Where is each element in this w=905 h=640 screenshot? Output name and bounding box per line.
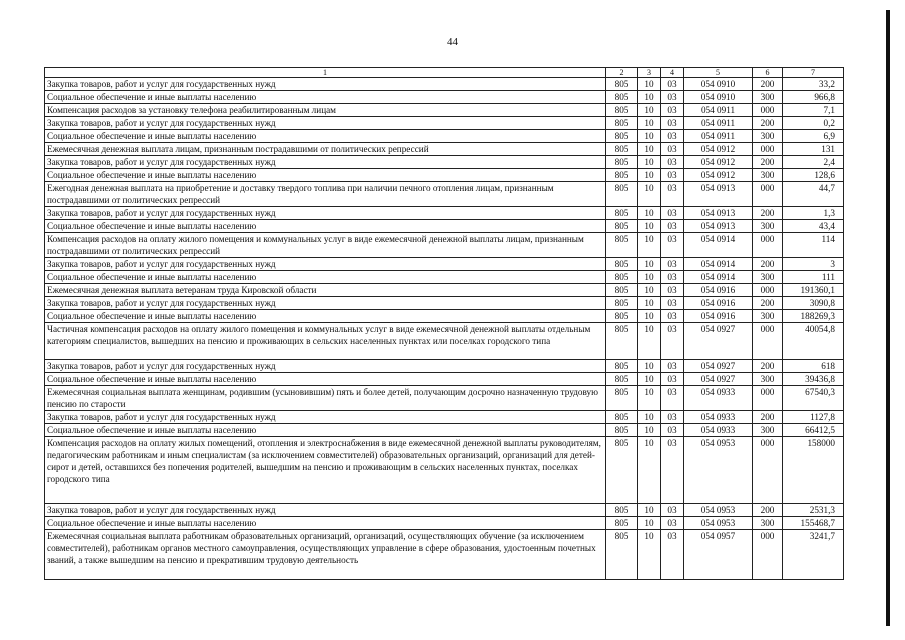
cell-target-item: 054 0913 [684,207,753,220]
cell-subsection-code: 03 [661,117,684,130]
cell-expense-type: 300 [753,424,783,437]
cell-target-item: 054 0912 [684,169,753,182]
row-description: Компенсация расходов на оплату жилых помещений, отопления и электроснабжения в виде ежемесячной денежной выплаты руководителям, педагогическим работникам и иным специалистам (за исключением совместителей) образовательных организаций, организаций для детей-сирот и детей, оставшихся без попечения родителей, вышедшим на пенсию и проживающим в сельских населенных пунктах, поселках городского типа [45,437,606,504]
cell-expense-type: 000 [753,437,783,504]
cell-section-code: 10 [638,271,661,284]
cell-subsection-code: 03 [661,504,684,517]
cell-subsection-code: 03 [661,207,684,220]
cell-target-item: 054 0933 [684,424,753,437]
row-description: Закупка товаров, работ и услуг для государственных нужд [45,360,606,373]
table-row [45,504,844,517]
cell-amount: 43,4 [783,220,844,233]
cell-section-code: 10 [638,360,661,373]
cell-target-item: 054 0916 [684,297,753,310]
row-description: Закупка товаров, работ и услуг для государственных нужд [45,411,606,424]
cell-subsection-code: 03 [661,424,684,437]
cell-expense-type: 000 [753,284,783,297]
budget-table [44,67,844,580]
col-header-7: 7 [783,68,844,78]
cell-expense-type: 200 [753,207,783,220]
cell-ministry-code: 805 [606,207,638,220]
cell-ministry-code: 805 [606,517,638,530]
table-row [45,233,844,258]
row-description: Ежемесячная денежная выплата ветеранам труда Кировской области [45,284,606,297]
cell-expense-type: 200 [753,504,783,517]
cell-ministry-code: 805 [606,143,638,156]
cell-expense-type: 200 [753,156,783,169]
cell-ministry-code: 805 [606,411,638,424]
col-header-5: 5 [684,68,753,78]
cell-subsection-code: 03 [661,182,684,207]
table-row [45,517,844,530]
cell-amount: 2,4 [783,156,844,169]
row-description: Социальное обеспечение и иные выплаты населению [45,220,606,233]
page-number: 44 [447,36,458,48]
cell-ministry-code: 805 [606,530,638,580]
table-row [45,91,844,104]
table-row [45,323,844,360]
cell-subsection-code: 03 [661,386,684,411]
cell-section-code: 10 [638,424,661,437]
cell-expense-type: 200 [753,297,783,310]
cell-target-item: 054 0933 [684,411,753,424]
cell-expense-type: 200 [753,360,783,373]
cell-subsection-code: 03 [661,323,684,360]
cell-amount: 114 [783,233,844,258]
cell-amount: 6,9 [783,130,844,143]
cell-amount: 66412,5 [783,424,844,437]
cell-ministry-code: 805 [606,91,638,104]
cell-expense-type: 000 [753,530,783,580]
cell-amount: 158000 [783,437,844,504]
cell-expense-type: 300 [753,169,783,182]
cell-section-code: 10 [638,437,661,504]
cell-target-item: 054 0957 [684,530,753,580]
row-description: Социальное обеспечение и иные выплаты населению [45,91,606,104]
table-row [45,207,844,220]
table-body [45,68,844,580]
row-description: Социальное обеспечение и иные выплаты населению [45,130,606,143]
cell-target-item: 054 0953 [684,504,753,517]
cell-subsection-code: 03 [661,143,684,156]
cell-subsection-code: 03 [661,517,684,530]
cell-target-item: 054 0911 [684,117,753,130]
table-row [45,169,844,182]
cell-subsection-code: 03 [661,284,684,297]
row-description: Социальное обеспечение и иные выплаты населению [45,424,606,437]
cell-target-item: 054 0912 [684,143,753,156]
cell-expense-type: 200 [753,78,783,91]
cell-ministry-code: 805 [606,104,638,117]
cell-amount: 3090,8 [783,297,844,310]
cell-expense-type: 000 [753,104,783,117]
table-row [45,220,844,233]
cell-expense-type: 300 [753,130,783,143]
cell-amount: 1,3 [783,207,844,220]
cell-subsection-code: 03 [661,258,684,271]
cell-amount: 128,6 [783,169,844,182]
cell-section-code: 10 [638,530,661,580]
cell-amount: 3241,7 [783,530,844,580]
cell-target-item: 054 0914 [684,271,753,284]
cell-subsection-code: 03 [661,169,684,182]
table-row [45,258,844,271]
cell-subsection-code: 03 [661,530,684,580]
cell-subsection-code: 03 [661,437,684,504]
cell-expense-type: 200 [753,117,783,130]
cell-amount: 44,7 [783,182,844,207]
cell-ministry-code: 805 [606,78,638,91]
table-row [45,373,844,386]
cell-subsection-code: 03 [661,104,684,117]
cell-amount: 3 [783,258,844,271]
table-row [45,143,844,156]
cell-target-item: 054 0933 [684,386,753,411]
cell-target-item: 054 0910 [684,91,753,104]
cell-subsection-code: 03 [661,233,684,258]
cell-target-item: 054 0916 [684,284,753,297]
cell-target-item: 054 0953 [684,517,753,530]
cell-amount: 2531,3 [783,504,844,517]
cell-ministry-code: 805 [606,284,638,297]
table-row [45,284,844,297]
cell-expense-type: 000 [753,323,783,360]
row-description: Закупка товаров, работ и услуг для государственных нужд [45,117,606,130]
scan-edge-mark [886,10,890,626]
table-row [45,78,844,91]
cell-section-code: 10 [638,258,661,271]
cell-expense-type: 300 [753,220,783,233]
cell-expense-type: 000 [753,143,783,156]
cell-target-item: 054 0910 [684,78,753,91]
cell-ministry-code: 805 [606,360,638,373]
row-description: Закупка товаров, работ и услуг для государственных нужд [45,504,606,517]
cell-section-code: 10 [638,91,661,104]
cell-expense-type: 000 [753,233,783,258]
cell-amount: 1127,8 [783,411,844,424]
cell-ministry-code: 805 [606,169,638,182]
column-number-header [45,68,844,78]
cell-subsection-code: 03 [661,310,684,323]
cell-subsection-code: 03 [661,78,684,91]
cell-ministry-code: 805 [606,258,638,271]
cell-section-code: 10 [638,117,661,130]
cell-section-code: 10 [638,310,661,323]
cell-amount: 155468,7 [783,517,844,530]
cell-amount: 33,2 [783,78,844,91]
row-description: Социальное обеспечение и иные выплаты населению [45,169,606,182]
row-description: Ежемесячная денежная выплата лицам, признанным пострадавшими от политических репрессий [45,143,606,156]
cell-section-code: 10 [638,220,661,233]
cell-subsection-code: 03 [661,130,684,143]
cell-target-item: 054 0927 [684,360,753,373]
row-description: Закупка товаров, работ и услуг для государственных нужд [45,297,606,310]
cell-amount: 7,1 [783,104,844,117]
cell-expense-type: 300 [753,271,783,284]
cell-section-code: 10 [638,284,661,297]
table-row [45,386,844,411]
cell-target-item: 054 0913 [684,220,753,233]
cell-amount: 40054,8 [783,323,844,360]
cell-target-item: 054 0953 [684,437,753,504]
cell-target-item: 054 0927 [684,373,753,386]
cell-ministry-code: 805 [606,504,638,517]
cell-section-code: 10 [638,504,661,517]
row-description: Закупка товаров, работ и услуг для государственных нужд [45,78,606,91]
cell-expense-type: 300 [753,91,783,104]
cell-section-code: 10 [638,323,661,360]
table-row [45,182,844,207]
cell-subsection-code: 03 [661,91,684,104]
cell-target-item: 054 0914 [684,233,753,258]
table-row [45,530,844,580]
cell-section-code: 10 [638,182,661,207]
cell-subsection-code: 03 [661,156,684,169]
cell-expense-type: 200 [753,411,783,424]
cell-expense-type: 300 [753,517,783,530]
cell-expense-type: 300 [753,310,783,323]
row-description: Социальное обеспечение и иные выплаты населению [45,271,606,284]
table-row [45,117,844,130]
cell-subsection-code: 03 [661,220,684,233]
table-row [45,104,844,117]
cell-section-code: 10 [638,233,661,258]
table-row [45,310,844,323]
cell-section-code: 10 [638,130,661,143]
cell-ministry-code: 805 [606,437,638,504]
table-row [45,424,844,437]
cell-amount: 111 [783,271,844,284]
cell-amount: 966,8 [783,91,844,104]
cell-target-item: 054 0927 [684,323,753,360]
cell-section-code: 10 [638,156,661,169]
cell-expense-type: 000 [753,182,783,207]
cell-expense-type: 200 [753,258,783,271]
col-header-2: 2 [606,68,638,78]
cell-subsection-code: 03 [661,297,684,310]
cell-section-code: 10 [638,104,661,117]
cell-ministry-code: 805 [606,233,638,258]
cell-ministry-code: 805 [606,424,638,437]
row-description: Компенсация расходов на оплату жилого помещения и коммунальных услуг в виде ежемесячной денежной выплаты лицам, признанным пострадавшими от политических репрессий [45,233,606,258]
table-row [45,297,844,310]
cell-amount: 618 [783,360,844,373]
cell-ministry-code: 805 [606,117,638,130]
cell-section-code: 10 [638,207,661,220]
cell-amount: 39436,8 [783,373,844,386]
row-description: Компенсация расходов за установку телефона реабилитированным лицам [45,104,606,117]
cell-ministry-code: 805 [606,220,638,233]
table-row [45,360,844,373]
col-header-4: 4 [661,68,684,78]
table-row [45,271,844,284]
cell-subsection-code: 03 [661,360,684,373]
table-row [45,130,844,143]
row-description: Закупка товаров, работ и услуг для государственных нужд [45,258,606,271]
col-header-1: 1 [45,68,606,78]
table-row [45,156,844,169]
cell-target-item: 054 0911 [684,104,753,117]
cell-amount: 191360,1 [783,284,844,297]
cell-target-item: 054 0912 [684,156,753,169]
cell-subsection-code: 03 [661,271,684,284]
cell-ministry-code: 805 [606,271,638,284]
cell-ministry-code: 805 [606,297,638,310]
cell-subsection-code: 03 [661,373,684,386]
cell-expense-type: 000 [753,386,783,411]
cell-section-code: 10 [638,386,661,411]
col-header-6: 6 [753,68,783,78]
cell-target-item: 054 0916 [684,310,753,323]
cell-amount: 67540,3 [783,386,844,411]
table-row [45,437,844,504]
cell-expense-type: 300 [753,373,783,386]
cell-target-item: 054 0911 [684,130,753,143]
cell-target-item: 054 0914 [684,258,753,271]
cell-section-code: 10 [638,297,661,310]
cell-ministry-code: 805 [606,182,638,207]
table-row [45,411,844,424]
row-description: Социальное обеспечение и иные выплаты населению [45,517,606,530]
row-description: Социальное обеспечение и иные выплаты населению [45,310,606,323]
row-description: Социальное обеспечение и иные выплаты населению [45,373,606,386]
cell-amount: 188269,3 [783,310,844,323]
row-description: Ежемесячная социальная выплата женщинам, родившим (усыновившим) пять и более детей, получающим досрочно назначенную трудовую пенсию по старости [45,386,606,411]
cell-target-item: 054 0913 [684,182,753,207]
cell-ministry-code: 805 [606,130,638,143]
cell-subsection-code: 03 [661,411,684,424]
row-description: Ежемесячная социальная выплата работникам образовательных организаций, организаций, осуществляющих обучение (за исключением совместителей), работникам органов местного самоуправления, осуществляющих управление в сфере образования, удостоенным почетных званий, а также вышедшим на пенсию и прекратившим трудовую деятельность [45,530,606,580]
cell-ministry-code: 805 [606,373,638,386]
cell-ministry-code: 805 [606,323,638,360]
row-description: Ежегодная денежная выплата на приобретение и доставку твердого топлива при наличии печного отопления лицам, признанным пострадавшими от политических репрессий [45,182,606,207]
cell-amount: 0,2 [783,117,844,130]
row-description: Закупка товаров, работ и услуг для государственных нужд [45,207,606,220]
cell-section-code: 10 [638,143,661,156]
cell-ministry-code: 805 [606,386,638,411]
cell-section-code: 10 [638,411,661,424]
cell-section-code: 10 [638,373,661,386]
cell-section-code: 10 [638,78,661,91]
cell-amount: 131 [783,143,844,156]
cell-section-code: 10 [638,169,661,182]
cell-section-code: 10 [638,517,661,530]
cell-ministry-code: 805 [606,156,638,169]
cell-ministry-code: 805 [606,310,638,323]
row-description: Закупка товаров, работ и услуг для государственных нужд [45,156,606,169]
row-description: Частичная компенсация расходов на оплату жилого помещения и коммунальных услуг в виде ежемесячной денежной выплаты отдельным категориям специалистов, вышедших на пенсию и проживающих в сельских населенных пунктах или поселках городского типа [45,323,606,360]
col-header-3: 3 [638,68,661,78]
